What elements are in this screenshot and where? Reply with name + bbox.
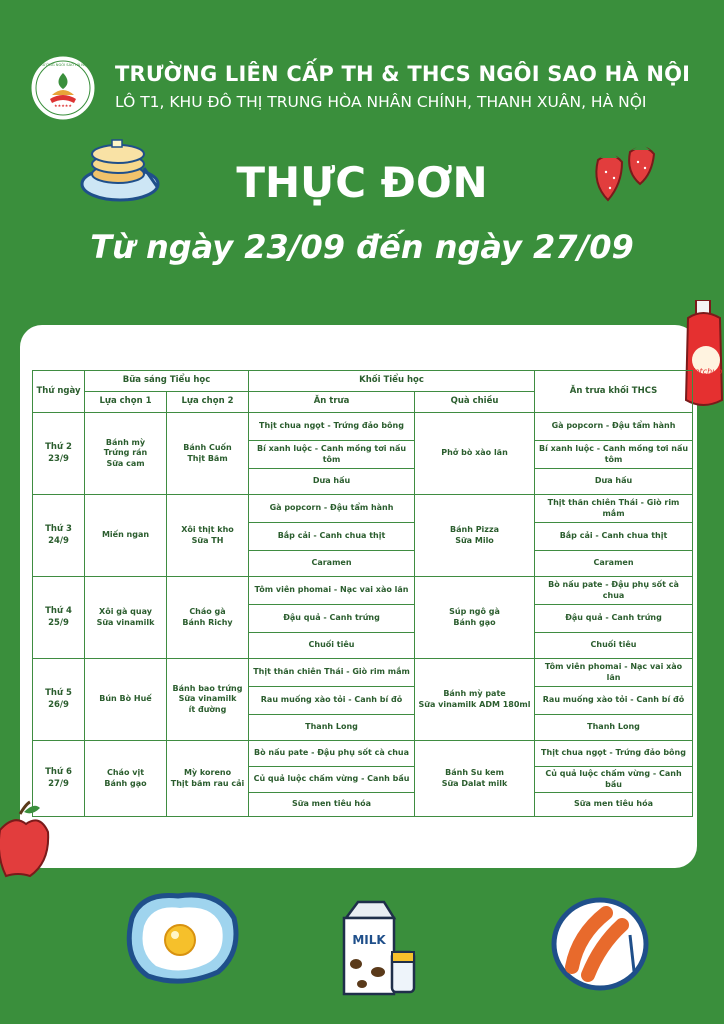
menu-body: [33, 413, 693, 817]
option2-cell: [167, 659, 249, 741]
header-option1: Lựa chọn 1: [85, 392, 167, 413]
menu-table: [32, 370, 693, 817]
ketchup-label: Ketchup: [689, 367, 723, 376]
day-name: Thứ 6: [45, 767, 72, 778]
header-afternoon: Quà chiều: [415, 392, 535, 413]
day-date: 25/9: [48, 617, 69, 628]
logo-text: TRƯỜNG NGÔI SAO HÀ NỘI: [38, 63, 88, 67]
snack-cell: [415, 741, 535, 817]
school-logo: [30, 55, 96, 121]
day-date: 24/9: [48, 535, 69, 546]
option1-cell: [85, 577, 167, 659]
thcs-lunch-cell: Chuối tiêu: [535, 633, 693, 659]
cell-line: Thịt băm rau cải: [170, 778, 245, 788]
option2-cell: [167, 413, 249, 495]
cell-line: ít đường: [188, 704, 227, 714]
lunch-cell: Gà popcorn - Đậu tẩm hành: [249, 495, 415, 523]
day-date: 23/9: [48, 453, 69, 464]
lunch-cell: Củ quả luộc chấm vừng - Canh bầu: [249, 767, 415, 793]
lunch-cell: Thịt chua ngọt - Trứng đảo bông: [249, 413, 415, 441]
table-row: [33, 659, 693, 687]
lunch-cell: Bắp cải - Canh chua thịt: [249, 523, 415, 551]
cell-line: Trứng rán: [103, 448, 148, 458]
thcs-lunch-cell: Đậu quả - Canh trứng: [535, 605, 693, 633]
table-row: [33, 413, 693, 441]
cell-line: Bún Bò Huế: [99, 694, 152, 704]
cell-line: Bánh Pizza: [450, 525, 500, 535]
thcs-lunch-cell: Bí xanh luộc - Canh mồng tơi nấu tôm: [535, 441, 693, 469]
snack-cell: [415, 495, 535, 577]
cell-line: Sữa vinamilk ADM 180ml: [418, 699, 531, 709]
option2-cell: [167, 495, 249, 577]
header-lunch: Ăn trưa: [249, 392, 415, 413]
table-row: [33, 495, 693, 523]
day-name: Thứ 5: [45, 688, 72, 699]
cell-line: Phở bò xào lăn: [441, 448, 508, 458]
cell-line: Mỳ koreno: [183, 768, 232, 778]
table-row: [33, 741, 693, 767]
day-date: 26/9: [48, 699, 69, 710]
lunch-cell: Bò nấu pate - Đậu phụ sốt cà chua: [249, 741, 415, 767]
cell-line: Bánh gạo: [104, 778, 147, 788]
lunch-cell: Rau muống xào tỏi - Canh bí đỏ: [249, 687, 415, 715]
cell-line: Sữa Dalat milk: [441, 778, 508, 788]
cell-line: Cháo gà: [189, 607, 226, 617]
milk-carton-icon: [334, 898, 420, 998]
day-cell: [33, 413, 85, 495]
thcs-lunch-cell: Sữa men tiêu hóa: [535, 793, 693, 817]
thcs-lunch-cell: Dưa hấu: [535, 469, 693, 495]
cell-line: Miến ngan: [101, 530, 150, 540]
day-name: Thứ 3: [45, 524, 72, 535]
lunch-cell: Dưa hấu: [249, 469, 415, 495]
cell-line: Sữa Milo: [455, 535, 494, 545]
cell-line: Bánh gạo: [453, 617, 496, 627]
option1-cell: [85, 413, 167, 495]
header-day: Thứ ngày: [33, 371, 85, 413]
date-range: Từ ngày 23/09 đến ngày 27/09: [90, 228, 634, 266]
lunch-cell: Thịt thăn chiên Thái - Giò rim mắm: [249, 659, 415, 687]
lunch-cell: Chuối tiêu: [249, 633, 415, 659]
snack-cell: [415, 413, 535, 495]
day-cell: [33, 495, 85, 577]
header-option2: Lựa chọn 2: [167, 392, 249, 413]
thcs-lunch-cell: Tôm viên phomai - Nạc vai xào lăn: [535, 659, 693, 687]
lunch-cell: Bí xanh luộc - Canh mồng tơi nấu tôm: [249, 441, 415, 469]
header-secondary-lunch: Ăn trưa khối THCS: [535, 371, 693, 413]
snack-cell: [415, 659, 535, 741]
cell-line: Sữa vinamilk: [96, 617, 155, 627]
cell-line: Cháo vịt: [106, 768, 145, 778]
snack-cell: [415, 577, 535, 659]
cell-line: Sữa cam: [106, 458, 145, 468]
cell-line: Sữa vinamilk: [178, 694, 237, 704]
lunch-cell: Caramen: [249, 551, 415, 577]
lunch-cell: Sữa men tiêu hóa: [249, 793, 415, 817]
cell-line: Bánh mỳ: [105, 437, 146, 447]
cell-line: Xôi gà quay: [99, 607, 152, 617]
option1-cell: [85, 495, 167, 577]
thcs-lunch-cell: Gà popcorn - Đậu tẩm hành: [535, 413, 693, 441]
option1-cell: [85, 659, 167, 741]
option2-cell: [167, 741, 249, 817]
day-date: 27/9: [48, 778, 69, 789]
page-title: THỰC ĐƠN: [236, 158, 488, 207]
fried-egg-icon: [122, 888, 242, 988]
day-name: Thứ 2: [45, 442, 72, 453]
thcs-lunch-cell: Bò nấu pate - Đậu phụ sốt cà chua: [535, 577, 693, 605]
milk-label: MILK: [352, 933, 386, 947]
header-breakfast: Bữa sáng Tiểu học: [85, 371, 249, 392]
day-cell: [33, 741, 85, 817]
lunch-cell: Tôm viên phomai - Nạc vai xào lăn: [249, 577, 415, 605]
cell-line: Xôi thịt kho: [181, 525, 234, 535]
cell-line: Bánh Richy: [182, 617, 233, 627]
cell-line: Súp ngô gà: [449, 607, 500, 617]
table-row: [33, 577, 693, 605]
option2-cell: [167, 577, 249, 659]
svg-text:★★★★★: ★★★★★: [54, 103, 72, 108]
lunch-cell: Đậu quả - Canh trứng: [249, 605, 415, 633]
sausage-plate-icon: [550, 895, 650, 993]
option1-cell: [85, 741, 167, 817]
thcs-lunch-cell: Thịt chua ngọt - Trứng đảo bông: [535, 741, 693, 767]
cell-line: Bánh mỳ pate: [443, 689, 506, 699]
thcs-lunch-cell: Rau muống xào tỏi - Canh bí đỏ: [535, 687, 693, 715]
cell-line: Bánh Su kem: [445, 768, 504, 778]
school-address: LÔ T1, KHU ĐÔ THỊ TRUNG HÒA NHÂN CHÍNH, THANH XUÂN, HÀ NỘI: [115, 93, 647, 111]
thcs-lunch-cell: Củ quả luộc chấm vừng - Canh bầu: [535, 767, 693, 793]
thcs-lunch-cell: Bắp cải - Canh chua thịt: [535, 523, 693, 551]
cell-line: Sữa TH: [191, 535, 224, 545]
school-name: TRƯỜNG LIÊN CẤP TH & THCS NGÔI SAO HÀ NỘI: [115, 62, 691, 86]
lunch-cell: Thanh Long: [249, 715, 415, 741]
thcs-lunch-cell: Thanh Long: [535, 715, 693, 741]
cell-line: Bánh bao trứng: [172, 683, 243, 693]
cell-line: Thịt Băm: [187, 453, 228, 463]
thcs-lunch-cell: Thịt thăn chiên Thái - Giò rim mắm: [535, 495, 693, 523]
cell-line: Bánh Cuốn: [183, 443, 232, 453]
header-primary: Khối Tiểu học: [249, 371, 535, 392]
thcs-lunch-cell: Caramen: [535, 551, 693, 577]
day-cell: [33, 577, 85, 659]
day-name: Thứ 4: [45, 606, 72, 617]
day-cell: [33, 659, 85, 741]
